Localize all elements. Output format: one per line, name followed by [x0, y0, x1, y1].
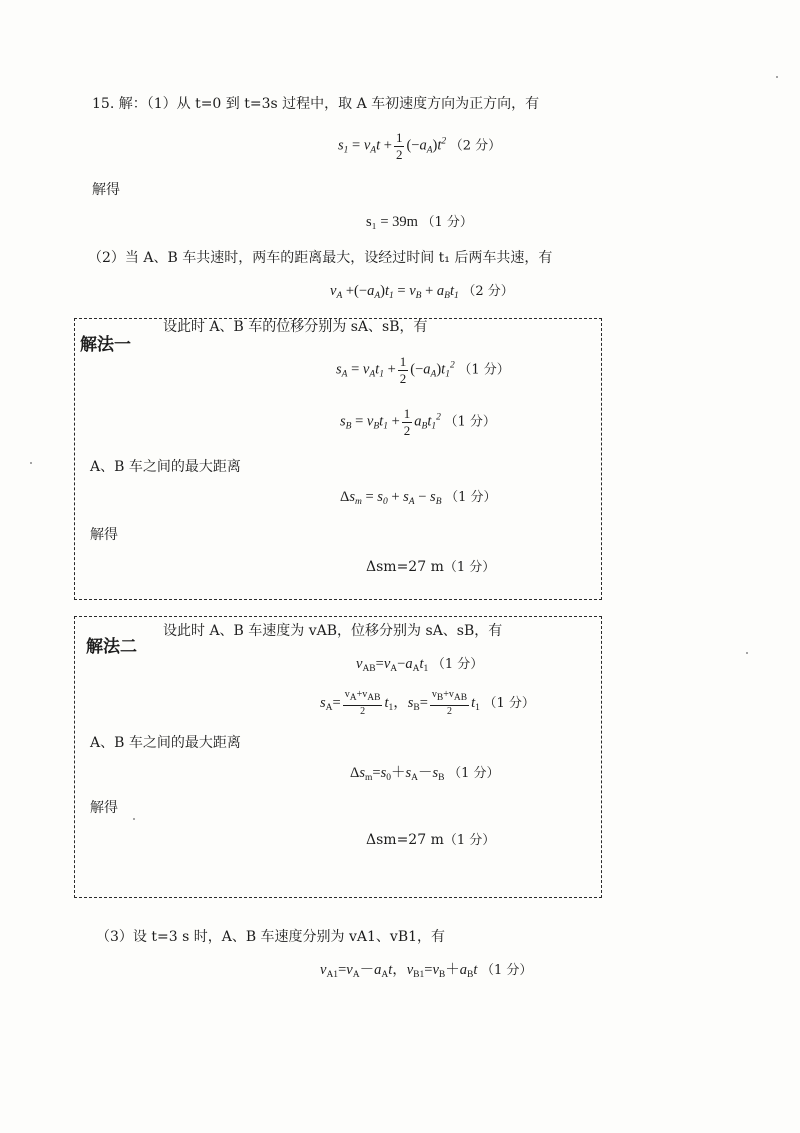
points-label: （1 分）: [443, 833, 496, 848]
points-label: （2 分）: [449, 138, 502, 154]
points-label: （1 分）: [431, 657, 484, 672]
equation-sA: $s_A = v_At_1$ + $\frac{1}{2}$ $(-a_A)t_1^2$ （1 分）: [336, 354, 510, 386]
points-label: （2 分）: [462, 284, 514, 299]
scan-speck: [30, 462, 32, 464]
problem-header: 15. 解：（1）从 t=0 到 t=3s 过程中，取 A 车初速度方向为正方向，有: [92, 96, 540, 112]
points-label: （1 分）: [458, 362, 510, 378]
part2-intro: （2）当 A、B 车共速时，两车的距离最大，设经过时间 t₁ 后两车共速，有: [88, 250, 553, 266]
points-label: （1 分）: [483, 696, 535, 712]
points-label: （1 分）: [480, 963, 533, 978]
method1-solve-label: 解得: [90, 527, 118, 543]
scan-speck: [776, 76, 778, 78]
solve-label-1: 解得: [92, 182, 120, 198]
equation-s1-result: [366, 215, 473, 230]
method2-result-line: [366, 833, 495, 847]
s1-result-value: s₁ = 39m: [366, 214, 418, 230]
part3-intro: （3）设 t=3 s 时，A、B 车速度分别为 vA1、vB1，有: [96, 929, 446, 945]
equation-vAB: $v_{AB}=v_A-a_At_1$ （1 分）: [356, 656, 484, 674]
method2-result: Δsm=27 m: [366, 832, 444, 848]
scan-speck: [746, 652, 748, 654]
method2-box: [74, 616, 602, 898]
equation-vA1-vB1: $v_{A1}=v_A-a_At$，$v_{B1}=v_B+a_Bt$ （1 分）: [320, 962, 533, 980]
equation-sB: $s_B = v_Bt_1$ + $\frac{1}{2}$ $a_Bt_1^2$ （1 分）: [340, 406, 496, 438]
equation-max-distance-1: $\Delta s_m = s_0 + s_A - s_B$ （1 分）: [340, 489, 497, 507]
equation-s1-formula: $s_1 = v_At$ + $\frac{1}{2}$ $(-a_A)t^2$ （2 分）: [338, 130, 502, 162]
equation-max-distance-2: $\Delta s_m=s_0+s_A-s_B$ （1 分）: [350, 765, 500, 783]
points-label: （1 分）: [443, 560, 496, 575]
method1-max-distance-label: A、B 车之间的最大距离: [90, 459, 241, 475]
points-label: （1 分）: [445, 490, 497, 505]
points-label: （1 分）: [444, 414, 496, 430]
method1-result-line: [366, 560, 495, 574]
equation-common-velocity: $v_A +(-a_A)t_1 = v_B + a_Bt_1$ （2 分）: [330, 283, 514, 301]
scan-speck: [133, 818, 135, 820]
method1-title: 解法一: [80, 335, 131, 355]
method1-intro: 设此时 A、B 车的位移分别为 sA、sB，有: [163, 319, 428, 335]
method2-intro: 设此时 A、B 车速度为 vAB，位移分别为 sA、sB，有: [163, 623, 503, 639]
method2-solve-label: 解得: [90, 800, 118, 816]
method2-title: 解法二: [86, 637, 137, 657]
points-label: （1 分）: [448, 766, 500, 781]
method1-result: Δsm=27 m: [366, 559, 444, 575]
equation-sA-sB-average: $s_A=$ $\frac{v_A+v_{AB}}{2}$ $t_1$，$s_B=$ $\frac{v_B+v_{AB}}{2}$ $t_1$ （1 分）: [320, 689, 535, 717]
points-label: （1 分）: [421, 215, 473, 230]
method2-max-distance-label: A、B 车之间的最大距离: [90, 735, 241, 751]
